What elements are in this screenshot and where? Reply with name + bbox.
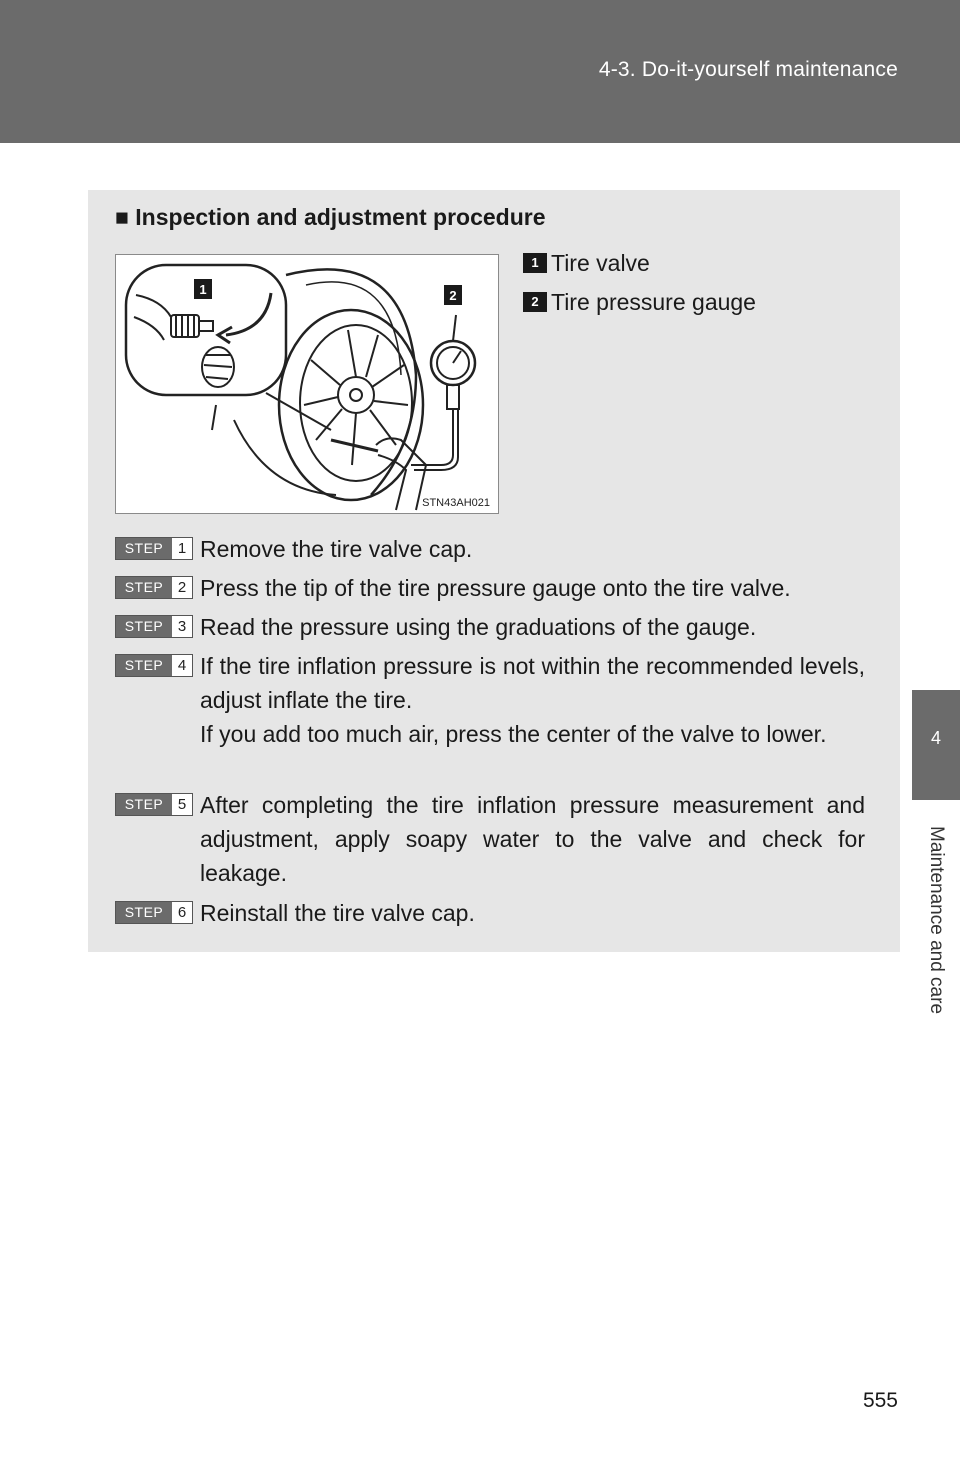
- step-text: Read the pressure using the graduations of the gauge.: [200, 614, 757, 640]
- header-title: 4-3. Do-it-yourself maintenance: [598, 58, 898, 81]
- step-badge: STEP 5: [115, 793, 193, 816]
- step-5: [115, 788, 865, 890]
- callout-label: Tire valve: [551, 249, 650, 276]
- callout-label: Tire pressure gauge: [551, 288, 756, 315]
- step-text: If the tire inflation pressure is not within the recommended levels, adjust inflate the tire.: [200, 653, 865, 713]
- page-number: 555: [862, 1389, 898, 1412]
- callout-number-badge: 2: [523, 292, 547, 312]
- chapter-label: Maintenance and care: [926, 825, 947, 1015]
- svg-text:2: 2: [449, 288, 457, 303]
- tire-inspection-illustration: [115, 254, 499, 514]
- step-text-note: If you add too much air, press the center of the valve to lower.: [200, 721, 827, 747]
- step-1: [115, 532, 865, 566]
- chapter-tab: [912, 690, 960, 800]
- step-badge: STEP 3: [115, 615, 193, 638]
- section-heading: ■ Inspection and adjustment procedure: [115, 204, 546, 230]
- step-badge: STEP 4: [115, 654, 193, 677]
- step-badge: STEP 6: [115, 901, 193, 924]
- step-text: After completing the tire inflation pressure measurement and adjustment, apply soapy water to the valve and check for leakage.: [200, 792, 865, 886]
- step-text: Remove the tire valve cap.: [200, 536, 473, 562]
- step-4: [115, 649, 865, 751]
- step-6: [115, 896, 865, 930]
- page-header: [0, 0, 960, 143]
- step-text: Press the tip of the tire pressure gauge onto the tire valve.: [200, 575, 791, 601]
- figure-code: STN43AH021: [422, 497, 490, 509]
- callout-tire-valve: [523, 248, 650, 278]
- step-3: [115, 610, 865, 644]
- step-text: Reinstall the tire valve cap.: [200, 900, 475, 926]
- illustration-drawing: [116, 255, 499, 514]
- step-2: [115, 571, 865, 605]
- callout-number-badge: 1: [523, 253, 547, 273]
- step-badge: STEP 1: [115, 537, 193, 560]
- callout-tire-pressure-gauge: [523, 287, 756, 317]
- chapter-number: 4: [930, 728, 941, 748]
- step-badge: STEP 2: [115, 576, 193, 599]
- svg-text:1: 1: [199, 282, 207, 297]
